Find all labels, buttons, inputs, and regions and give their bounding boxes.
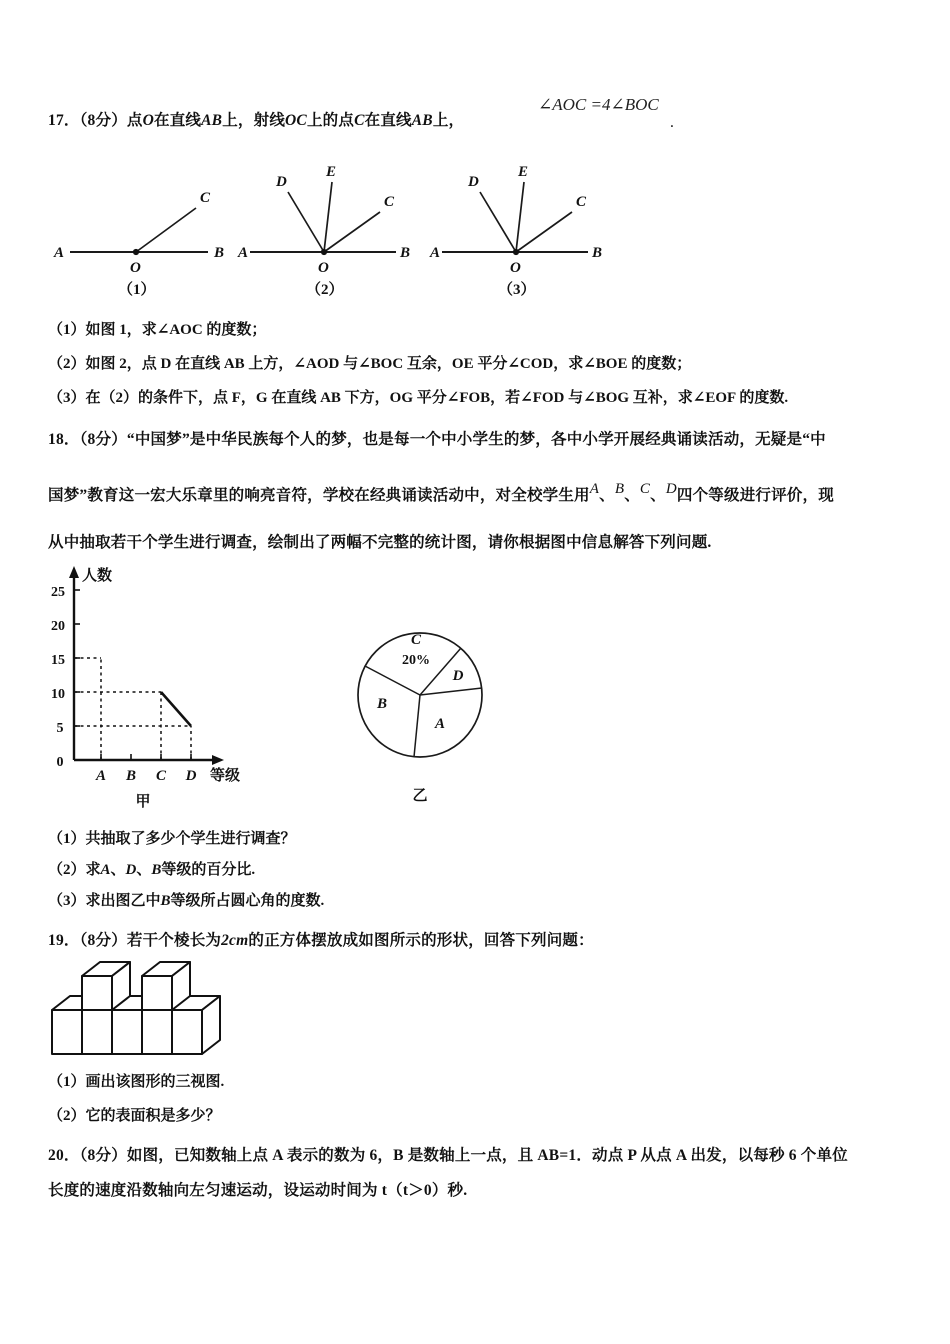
label-o-fig3: O [510, 260, 521, 276]
q19-edge-length: 2cm [221, 932, 249, 949]
q17-formula-period: . [670, 114, 675, 131]
cube-top-right-front [142, 976, 172, 1010]
label-a-fig1: A [54, 245, 65, 261]
ray-oc-fig2 [324, 212, 380, 252]
bar-chart-ytick-10: 10 [51, 687, 65, 702]
q17-body-d: 上的点 [306, 112, 355, 129]
label-c-fig1: C [200, 190, 211, 206]
bar-chart-x-arrow [212, 755, 224, 765]
ray-oc-fig1 [136, 208, 196, 252]
q18-pie-chart [330, 600, 540, 820]
q17-part-1: （1）如图 1，求∠AOC 的度数； [48, 322, 267, 338]
q17-figure-1 [48, 160, 238, 300]
q18-line-1: 18．（8分）“中国梦”是中华民族每个人的梦，也是每一个中小学生的梦，各中小学开展经典诵读活动，无疑是“中 [48, 431, 826, 448]
bar-chart-ytick-0: 0 [56, 755, 64, 770]
point-o-fig3 [513, 249, 519, 255]
q17-italic-ab2: AB [411, 112, 433, 129]
q18-line2-a: 国梦”教育这一宏大乐章里的响亮音符，学校在经典诵读活动中，对全校学生用 [48, 487, 590, 504]
q17-number: 17． [48, 112, 80, 129]
q17-body-e: 在直线 [364, 112, 412, 129]
ray-oe-fig2 [324, 182, 332, 252]
label-e-fig3: E [518, 164, 529, 180]
q17-body-b: 在直线 [154, 112, 202, 129]
q18-sep-1: 、 [599, 487, 615, 504]
q18-part3-grade: B [160, 893, 171, 909]
q18-part2-sep-1: 、 [110, 862, 126, 878]
label-c-fig3: C [576, 194, 587, 210]
pie-slice-label-b: B [376, 696, 388, 712]
q18-grade-b: B [614, 481, 625, 497]
q17-body-f: 上， [432, 112, 465, 129]
q17-part-3: （3）在（2）的条件下，点 F，G 在直线 AB 下方，OG 平分∠FOB，若∠FOD 与∠BOG 互补，求∠EOF 的度数. [48, 390, 789, 406]
caption-fig2: （2） [306, 282, 344, 298]
cube-bottom-row-top [52, 996, 220, 1010]
q20-line-2: 长度的速度沿数轴向左匀速运动，设运动时间为 t（t＞0）秒. [48, 1182, 468, 1199]
bar-chart-xtick-c: C [155, 768, 167, 784]
label-o-fig2: O [318, 260, 329, 276]
label-c-fig2: C [384, 194, 395, 210]
q18-part2-suffix: 等级的百分比. [161, 862, 256, 878]
q18-line2-b: 四个等级进行评价，现 [676, 487, 834, 504]
pie-slice-value-c: 20% [402, 653, 430, 668]
q17-italic-o: O [142, 112, 155, 129]
q18-part-1: （1）共抽取了多少个学生进行调查？ [48, 831, 296, 847]
pie-slice-label-d: D [452, 668, 464, 684]
label-b-fig3: B [592, 245, 603, 261]
bar-chart-y-arrow [69, 566, 79, 578]
q19-stem [48, 928, 594, 954]
ray-oe-fig3 [516, 182, 524, 252]
cube-top-left-front [82, 976, 112, 1010]
bar-chart-caption: 甲 [135, 794, 151, 810]
bar-segment-c-to-d [161, 692, 191, 726]
pie-chart-caption: 乙 [412, 788, 428, 804]
q19-part-1: （1）画出该图形的三视图. [48, 1074, 225, 1090]
q18-part2-sep-2: 、 [136, 862, 152, 878]
q18-part2-grade-d: D [125, 862, 137, 878]
bar-chart-x-axis-title: 等级 [210, 768, 241, 784]
q19-stem-b: 的正方体摆放成如图所示的形状，回答下列问题： [248, 932, 594, 949]
q18-line-3: 从中抽取若干个学生进行调查，绘制出了两幅不完整的统计图，请你根据图中信息解答下列问题. [48, 534, 712, 551]
caption-fig3: （3） [498, 282, 536, 298]
point-o-fig2 [321, 249, 327, 255]
q18-part2-grade-a: A [100, 862, 111, 878]
q19-part-2: （2）它的表面积是多少？ [48, 1108, 221, 1124]
q17-italic-c: C [354, 112, 365, 129]
ray-od-fig2 [288, 192, 324, 252]
q18-grade-c: C [639, 481, 651, 497]
q20-line-1: 20．（8分）如图，已知数轴上点 A 表示的数为 6，B 是数轴上一点，且 AB=1．动点 P 从点 A 出发，以每秒 6 个单位 [48, 1147, 848, 1164]
q18-part3-suffix: 等级所占圆心角的度数. [170, 893, 325, 909]
q17-stem [48, 108, 464, 134]
bar-chart-y-axis-title: 人数 [82, 568, 113, 584]
ray-oc-fig3 [516, 212, 572, 252]
label-d-fig2: D [276, 174, 287, 190]
q18-part2-grade-b: B [151, 862, 162, 878]
q18-part-3 [48, 889, 324, 913]
q17-formula: ∠AOC =4∠BOC [538, 95, 659, 114]
bar-chart-xtick-b: B [125, 768, 137, 784]
label-b-fig1: B [214, 245, 225, 261]
q18-part2-prefix: （2）求 [48, 862, 101, 878]
q18-bar-chart [48, 560, 298, 810]
label-d-fig3: D [468, 174, 479, 190]
pie-slice-label-a: A [434, 716, 446, 732]
bar-chart-ytick-20: 20 [51, 619, 65, 634]
bar-chart-ytick-5: 5 [56, 721, 64, 736]
q18-line-2 [48, 483, 834, 509]
bar-chart-xtick-d: D [185, 768, 197, 784]
q17-body-a: 点 [126, 112, 143, 129]
q18-sep-2: 、 [624, 487, 640, 504]
bar-chart-ytick-25: 25 [51, 585, 65, 600]
caption-fig1: （1） [118, 282, 156, 298]
q17-points: （8分） [79, 112, 127, 129]
label-a-fig2: A [238, 245, 249, 261]
label-a-fig3: A [430, 245, 441, 261]
bar-chart-xtick-a: A [95, 768, 107, 784]
label-o-fig1: O [130, 260, 141, 276]
ray-od-fig3 [480, 192, 516, 252]
q19-cube-stack-figure [44, 962, 264, 1067]
q18-grade-a: A [589, 481, 600, 497]
q18-part3-prefix: （3）求出图乙中 [48, 893, 161, 909]
bar-chart-ytick-15: 15 [51, 653, 65, 668]
q17-figure-2 [240, 160, 430, 300]
q18-sep-3: 、 [650, 487, 666, 504]
label-e-fig2: E [326, 164, 337, 180]
q17-part-2: （2）如图 2，点 D 在直线 AB 上方，∠AOD 与∠BOC 互余，OE 平分∠COD，求∠BOE 的度数； [48, 356, 692, 372]
point-o-fig1 [133, 249, 139, 255]
cube-bottom-row-front [52, 1010, 202, 1054]
pie-slice-label-c: C [410, 632, 422, 648]
q19-stem-a: 19．（8分）若干个棱长为 [48, 932, 222, 949]
q17-figure-3 [432, 160, 622, 300]
q17-italic-ab: AB [201, 112, 223, 129]
q17-body-c: 上，射线 [222, 112, 286, 129]
q18-grade-d: D [665, 481, 677, 497]
label-b-fig2: B [400, 245, 411, 261]
q18-part-2 [48, 858, 255, 882]
q17-italic-oc: OC [285, 112, 307, 129]
